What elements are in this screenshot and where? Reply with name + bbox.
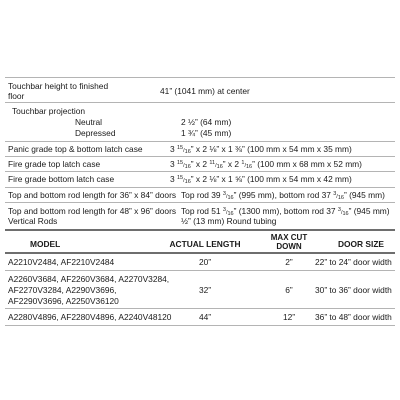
header-max-cut bbox=[259, 233, 319, 251]
table-row-3-door-size: 36” to 48” door width bbox=[315, 312, 392, 322]
divider bbox=[5, 187, 395, 188]
header-actual-length: ACTUAL LENGTH bbox=[169, 239, 241, 249]
table-row-divider bbox=[5, 308, 395, 309]
table-header-rule bbox=[5, 252, 395, 254]
table-row-2-length: 32” bbox=[198, 285, 212, 295]
table-row-1-model: A2210V2484, AF2210V2484 bbox=[8, 257, 115, 267]
rod-48-value: Top rod 51 3/16” (1300 mm), bottom rod 37 3/16” (945 mm) bbox=[181, 206, 390, 217]
table-row-1-max-cut: 2” bbox=[285, 257, 293, 267]
panic-grade-value: 3 15/16” x 2 ⅛” x 1 ⅜” (100 mm x 54 mm x 35 mm) bbox=[170, 144, 352, 155]
fire-bottom-value: 3 15/16” x 2 ⅛” x 1 ⅝” (100 mm x 54 mm x 42 mm) bbox=[170, 174, 352, 185]
table-row-2-model-line1: A2260V3684, AF2260V3684, A2270V3284, bbox=[8, 274, 170, 284]
table-bottom-rule bbox=[5, 325, 395, 326]
fire-bottom-label: Fire grade bottom latch case bbox=[8, 174, 115, 184]
rod-36-label: Top and bottom rod length for 36” x 84” doors bbox=[8, 190, 177, 200]
vertical-rods-label: Vertical Rods bbox=[8, 216, 58, 226]
divider bbox=[5, 102, 395, 103]
divider bbox=[5, 77, 395, 78]
table-row-3-model: A2280V4896, AF2280V4896, A2240V48120 bbox=[8, 312, 172, 322]
touchbar-height-label-line1: Touchbar height to finished bbox=[8, 81, 109, 91]
neutral-label: Neutral bbox=[75, 117, 102, 127]
panic-grade-label: Panic grade top & bottom latch case bbox=[8, 144, 143, 154]
depressed-label: Depressed bbox=[75, 128, 116, 138]
table-row-3-length: 44” bbox=[198, 312, 212, 322]
table-top-rule bbox=[5, 229, 395, 231]
table-row-divider bbox=[5, 270, 395, 271]
table-row-2-model bbox=[8, 274, 169, 306]
header-max-cut-line1: MAX CUT bbox=[270, 233, 308, 242]
table-row-2-model-line2: AF2270V3284, A2290V3696, bbox=[8, 285, 117, 295]
table-row-2-door-size: 30” to 36” door width bbox=[315, 285, 392, 295]
touchbar-projection-label: Touchbar projection bbox=[12, 106, 86, 116]
table-row-2-max-cut: 6” bbox=[285, 285, 293, 295]
header-model: MODEL bbox=[30, 239, 61, 249]
fire-top-label: Fire grade top latch case bbox=[8, 159, 101, 169]
touchbar-height-value: 41” (1041 mm) at center bbox=[160, 86, 250, 96]
divider bbox=[5, 141, 395, 142]
header-door-size: DOOR SIZE bbox=[337, 239, 385, 249]
rod-48-label: Top and bottom rod length for 48” x 96” doors bbox=[8, 206, 177, 216]
divider bbox=[5, 202, 395, 203]
vertical-rods-value: ½” (13 mm) Round tubing bbox=[181, 216, 277, 226]
rod-36-value: Top rod 39 3/16” (995 mm), bottom rod 37 3/16” (945 mm) bbox=[181, 190, 385, 201]
header-max-cut-line2: DOWN bbox=[276, 242, 302, 251]
table-row-3-max-cut: 12” bbox=[282, 312, 296, 322]
table-row-1-door-size: 22” to 24” door width bbox=[315, 257, 392, 267]
divider bbox=[5, 156, 395, 157]
depressed-value: 1 ¾” (45 mm) bbox=[181, 128, 232, 138]
touchbar-height-label bbox=[8, 81, 108, 101]
fire-top-value: 3 15/16” x 2 11/16” x 2 1/16” (100 mm x 68 mm x 52 mm) bbox=[170, 159, 362, 170]
touchbar-height-label-line2: floor bbox=[8, 91, 25, 101]
neutral-value: 2 ½” (64 mm) bbox=[181, 117, 232, 127]
divider bbox=[5, 171, 395, 172]
table-row-2-model-line3: AF2290V3696, A2250V36120 bbox=[8, 296, 119, 306]
table-row-1-length: 20” bbox=[198, 257, 212, 267]
